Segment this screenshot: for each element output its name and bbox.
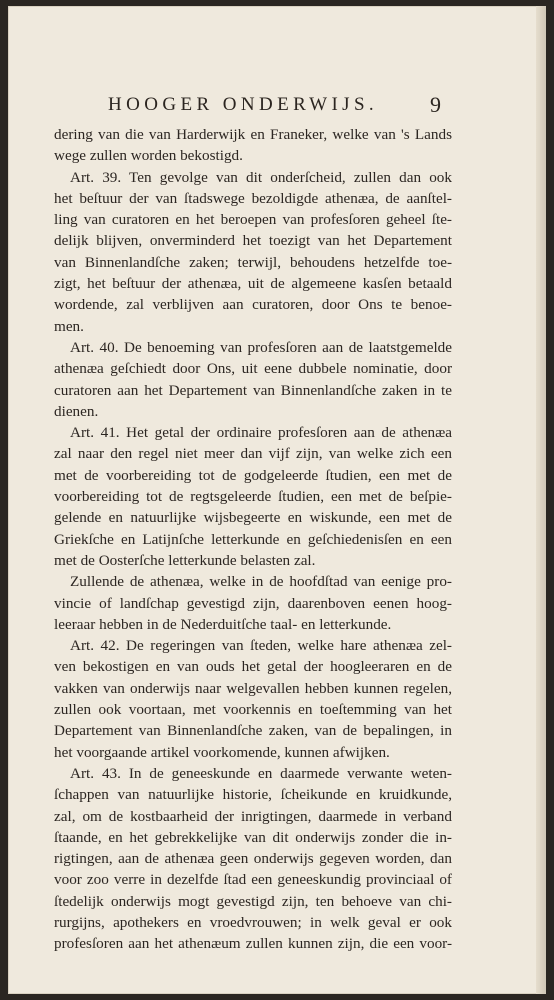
text-run: dering van die van (54, 126, 177, 143)
text-run: voorbereiding tot de regtsgeleerde ſtudien, (54, 488, 331, 506)
text-run: het voorgaande artikel voorkomende, kunnen afwijken. (54, 743, 390, 761)
text-line (54, 294, 452, 315)
text-run: Griekſche en Latijnſche letterkunde en geſchiedenisſen en (54, 530, 431, 548)
text-run: Art. 40. De benoeming van profesſoren aan de laatstgemelde (70, 338, 452, 356)
text-line (54, 720, 452, 741)
text-line (54, 656, 452, 677)
text-line (54, 806, 452, 827)
italic-text: een (378, 509, 401, 527)
text-run: ling van curatoren en het beroepen van profesſoren geheel ſte- (54, 211, 452, 229)
italic-text: een (430, 530, 452, 548)
text-run: ſtaande, en het gebrekkelijke van dit onderwijs zonder die in- (54, 828, 452, 846)
text-run: het beſtuur der van ſtadswege bezoldigde athenæa, de aanſtel- (54, 189, 452, 207)
text-run: gelende en natuurlijke wijsbegeerte en wiskunde, (54, 509, 379, 527)
text-run: voor zoo verre in dezelfde ſtad een geneeskundig provinciaal of (54, 871, 452, 889)
italic-text: een (330, 488, 353, 506)
body-text (54, 124, 452, 955)
text-run: Art. 43. In de geneeskunde en daarmede verwante weten- (70, 764, 452, 782)
text-run: met de beſpie- (352, 488, 452, 506)
text-run: zal naar den regel niet meer dan vijf zijn, van welke zich (54, 445, 431, 463)
text-line (54, 209, 452, 230)
text-run: zal, om de kostbaarheid der inrigtingen, daarmede in verband (54, 807, 452, 825)
text-run: ſchappen van natuurlijke historie, ſcheikunde en kruidkunde, (54, 786, 452, 804)
text-run: delijk blijven, onverminderd het toezigt van het Departement (54, 232, 452, 250)
text-line (54, 529, 452, 550)
text-line (54, 188, 452, 209)
text-run: , welke van 's Lands (323, 126, 452, 143)
text-run: athenæa geſchiedt door Ons, uit eene dubbele nominatie, door (54, 360, 452, 378)
text-run: zigt, het beſtuur der athenæa, uit de algemeene kasſen betaald (54, 275, 452, 293)
text-line (54, 230, 452, 251)
text-run: rigtingen, aan de athenæa geen onderwijs gegeven worden, dan (54, 850, 452, 868)
text-line (54, 401, 452, 422)
italic-text: een (378, 466, 401, 484)
text-run: curatoren aan het Departement van Binnenlandſche zaken in te (54, 381, 452, 399)
text-line (54, 742, 452, 763)
text-line (54, 337, 452, 358)
text-run: met de voorbereiding tot de godgeleerde ſtudien, (54, 466, 379, 484)
text-run: Zullende de athenæa, welke in de hoofdſtad van eenige pro- (70, 573, 452, 591)
text-line (54, 507, 452, 528)
running-title: HOOGER ONDERWIJS. (108, 94, 379, 115)
book-page (8, 6, 546, 994)
text-line (54, 571, 452, 592)
text-line (54, 869, 452, 890)
text-line (54, 145, 452, 166)
text-line (54, 593, 452, 614)
text-line (54, 422, 452, 443)
text-run: profesſoren aan het athenæum zullen kunnen zijn, die een voor- (54, 935, 452, 953)
text-run: van Binnenlandſche zaken; terwijl, behoudens hetzelfde toe- (54, 253, 452, 271)
text-run: Art. 41. Het getal der ordinaire profesſoren aan de athenæa (70, 424, 452, 442)
page-number: 9 (430, 92, 441, 117)
text-run: Art. 42. De regeringen van ſteden, welke hare athenæa zel- (70, 637, 452, 655)
text-run: met de (400, 466, 453, 484)
text-line (54, 933, 452, 954)
text-line (54, 252, 452, 273)
text-line (54, 678, 452, 699)
text-run: Art. 39. Ten gevolge van dit onderſcheid, zullen dan ook (70, 168, 452, 186)
text-line (54, 699, 452, 720)
text-run: men. (54, 317, 84, 335)
text-run: wege zullen worden bekostigd. (54, 147, 243, 165)
text-line (54, 486, 452, 507)
text-line (54, 763, 452, 784)
text-run: met de Oosterſche letterkunde belasten zal. (54, 551, 316, 569)
text-line (54, 614, 452, 635)
text-line (54, 848, 452, 869)
text-line (54, 443, 452, 464)
text-line (54, 358, 452, 379)
text-line (54, 124, 452, 145)
text-line (54, 891, 452, 912)
text-line (54, 827, 452, 848)
text-line (54, 550, 452, 571)
text-run: leeraar hebben in de Nederduitſche taal- en letterkunde. (54, 615, 392, 633)
text-run: en (245, 126, 270, 143)
italic-text: een (430, 445, 452, 463)
page-edge (536, 6, 546, 994)
text-run: wordende, zal verblijven aan curatoren, door Ons te benoe- (54, 296, 452, 314)
text-run: vakken van onderwijs naar welgevallen hebben kunnen regelen, (54, 679, 452, 697)
text-run: dienen. (54, 402, 99, 420)
italic-text: Harderwijk (176, 126, 246, 143)
text-run: ſtedelijk onderwijs mogt gevestigd zijn, ten behoeve van chi- (54, 892, 452, 910)
text-run: met de (400, 509, 452, 527)
text-run: zullen ook voortaan, met voorkennis en toeſtemming van het (54, 701, 452, 719)
italic-text: Franeker (270, 126, 324, 143)
text-line (54, 273, 452, 294)
text-line (54, 635, 452, 656)
text-run: ven bekostigen en van ouds het getal der hoogleeraren en de (54, 658, 452, 676)
text-line (54, 316, 452, 337)
text-run: rurgijns, apothekers en vroedvrouwen; in welk geval er ook (54, 913, 452, 931)
text-line (54, 465, 452, 486)
text-line (54, 912, 452, 933)
text-run: vincie of landſchap gevestigd zijn, daarenboven eenen hoog- (54, 594, 452, 612)
text-line (54, 784, 452, 805)
text-run: Departement van Binnenlandſche zaken, van de bepalingen, in (54, 722, 452, 740)
text-line (54, 380, 452, 401)
text-line (54, 167, 452, 188)
